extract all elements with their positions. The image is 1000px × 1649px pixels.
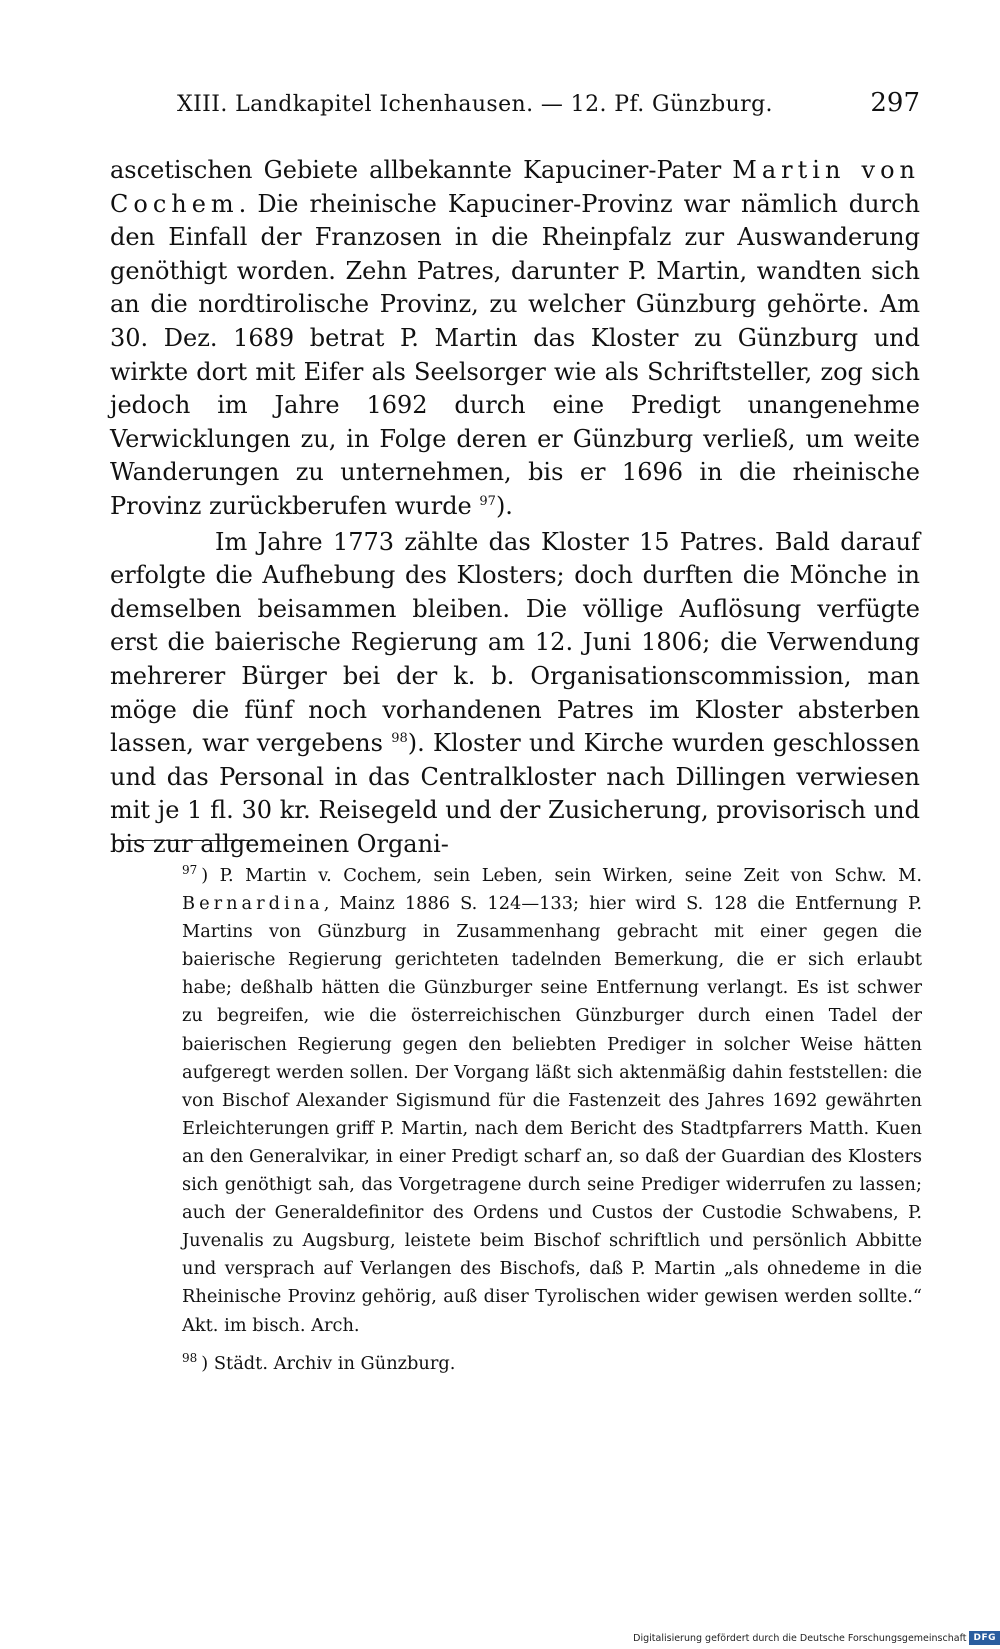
footnote-97 [182, 862, 922, 1340]
footnote-marker: 98 [182, 1350, 198, 1365]
digitization-credit [633, 1631, 1000, 1645]
footnote-98-text: ) Städt. Archiv in Günzburg. [201, 1352, 456, 1374]
footnote-97-text-a: ) P. Martin v. Cochem, sein Leben, sein Wirken, seine Zeit von Schw. M. [201, 865, 922, 886]
paragraph-1-text-c: ). [495, 491, 513, 520]
paragraph-1-text-b: . Die rheinische Kapuciner-Provinz war nämlich durch den Einfall der Franzosen in die Rheinpfalz zur Auswanderung genöthigt worden. Zehn Patres, darunter P. Martin, wandten sich an die nordtirolische Provinz, zu welcher Günzburg gehörte. Am 30. Dez. 1689 betrat P. Martin das Kloster zu Günzburg und wirkte dort mit Eifer als Seelsorger wie als Schriftsteller, zog sich jedoch im Jahre 1692 durch eine Predigt unangenehme Verwicklungen zu, in Folge deren er Günzburg verließ, um weite Wanderungen zu unternehmen, bis er 1696 in die rheinische Provinz zurückberufen wurde [110, 189, 920, 520]
footnote-divider [113, 840, 253, 841]
paragraph-1 [110, 154, 920, 524]
footnote-ref-98[interactable]: 98 [391, 731, 408, 747]
page-number: 297 [870, 88, 920, 118]
footnote-98 [182, 1350, 922, 1378]
paragraph-2 [110, 526, 920, 862]
paragraph-1-text-a: ascetischen Gebiete allbekannte Kapuciner-Pater [110, 156, 733, 184]
main-text [110, 154, 920, 861]
paragraph-2-text-b: ). Kloster und Kirche wurden geschlossen und das Personal in das Centralkloster nach Dillingen verwiesen mit je 1 fl. 30 kr. Reisegeld und der Zusicherung, provisorisch und bis zur allgemeinen Organi- [110, 729, 920, 858]
name-bernardina: Bernardina [182, 893, 324, 915]
footnote-marker: 97 [182, 863, 198, 878]
name-martin-von-cochem: Martin von Cochem [110, 156, 920, 218]
credit-text: Digitalisierung gefördert durch die Deutsche Forschungsgemeinschaft [633, 1632, 967, 1644]
dfg-logo: DFG [969, 1631, 1000, 1645]
footnotes [182, 862, 922, 1378]
paragraph-2-text-a: Im Jahre 1773 zählte das Kloster 15 Patres. Bald darauf erfolgte die Aufhebung des Klosters; doch durften die Mönche in demselben beisammen bleiben. Die völlige Auflösung verfügte erst die baierische Regierung am 12. Juni 1806; die Verwendung mehrerer Bürger bei der k. b. Organisationscommission, man möge die fünf noch vorhandenen Patres im Kloster absterben lassen, war vergebens [110, 527, 920, 758]
page-header [110, 88, 920, 126]
footnote-97-text-b: , Mainz 1886 S. 124—133; hier wird S. 128 die Entfernung P. Martins von Günzburg in Zusammenhang gebracht mit einer gegen die baierische Regierung gerichteten tadelnden Bemerkung, die er sich erlaubt habe; deßhalb hätten die Günzburger seine Entfernung verlangt. Es ist schwer zu begreifen, wie die österreichischen Günzburger durch einen Tadel der baierischen Regierung gegen den beliebten Prediger in solcher Weise hätten aufgeregt werden sollen. Der Vorgang läßt sich aktenmäßig dahin feststellen: die von Bischof Alexander Sigismund für die Fastenzeit des Jahres 1692 gewährten Erleichterungen griff P. Martin, nach dem Bericht des Stadtpfarrers Matth. Kuen an den Generalvikar, in einer Predigt scharf an, so daß der Guardian des Klosters sich genöthigt sah, das Vorgetragene durch seine Prediger widerrufen zu lassen; auch der Generaldefinitor des Ordens und Custos der Custodie Schwabens, P. Juvenalis zu Augsburg, leistete beim Bischof schriftlich und persönlich Abbitte und versprach auf Verlangen des Bischofs, daß P. Martin „als ohnedeme in die Rheinische Provinz gehörig, auß diser Tyrolischen wider gewisen werden sollte.“ Akt. im bisch. Arch. [182, 893, 922, 1336]
running-head: XIII. Landkapitel Ichenhausen. — 12. Pf. Günzburg. [177, 92, 773, 117]
footnote-ref-97[interactable]: 97 [479, 493, 496, 509]
